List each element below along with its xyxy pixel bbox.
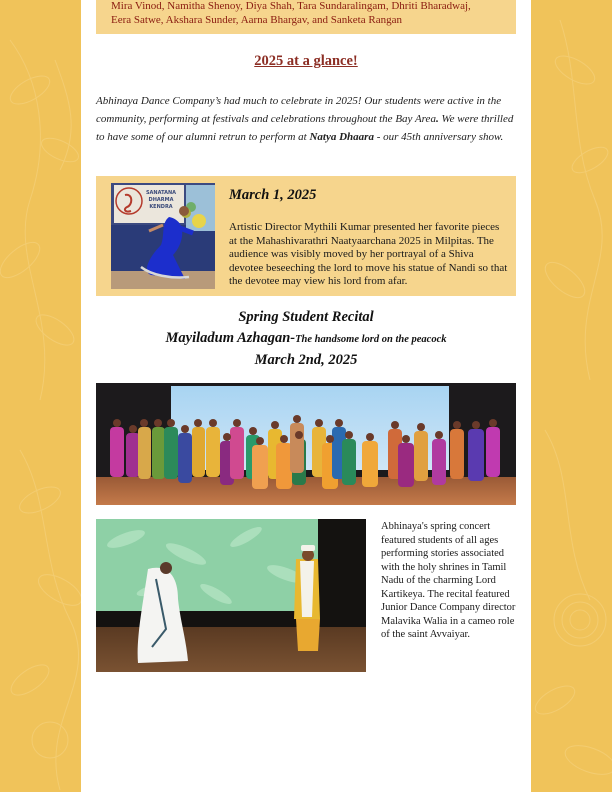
intro-paragraph	[96, 92, 516, 146]
banner-line-3: KENDRA	[149, 204, 173, 210]
banner-line-1: SANATANA	[145, 190, 177, 196]
avvaiyar-cameo-photo	[96, 519, 366, 672]
mythili-kumar-dance-photo	[111, 183, 215, 289]
recital-date: March 2nd, 2025	[254, 352, 358, 368]
names-line-1: Mira Vinod, Namitha Shenoy, Diya Shah, Tara Sundaralingam, Dhriti Bharadwaj,	[111, 0, 471, 12]
event-date: March 1, 2025	[229, 187, 317, 203]
intro-text-2: We were thrilled to have some of our alumni retrun to perform at	[96, 113, 514, 143]
natya-dhaara-name: Natya Dhaara	[309, 131, 374, 143]
recital-name: Mayiladum Azhagan-	[165, 330, 296, 346]
event-description: Artistic Director Mythili Kumar presented her favorite pieces at the Mahashivarathri Naatyaarchana 2025 in Milpitas. The audience was visibly moved by her portrayal of a Shiva devotee beseeching the lord to move his statue of Nandi so that the devotee may view his lord from afar.	[229, 221, 508, 287]
recital-description: Abhinaya's spring concert featured students of all ages performing stories associated with the holy shrines in Tamil Nadu of the charming Lord Kartikeya. The recital featured Junior Dance Company director Malavika Walia in a cameo role of the saint Avvaiyar.	[381, 521, 516, 640]
recital-group-photo	[96, 383, 516, 505]
recital-title: Spring Student Recital	[238, 309, 374, 325]
names-list	[111, 0, 511, 27]
glance-heading: 2025 at a glance!	[254, 53, 358, 69]
intro-period: .	[435, 113, 439, 125]
recital-subtitle: The handsome lord on the peacock	[295, 334, 447, 345]
names-line-2: Eera Satwe, Akshara Sunder, Aarna Bhargav, and Sanketa Rangan	[111, 13, 402, 26]
banner-line-2: DHARMA	[148, 197, 174, 203]
intro-text-3: - our 45th anniversary show.	[373, 131, 504, 143]
recital-heading	[96, 307, 516, 371]
intro-text-1: Abhinaya Dance Company’s had much to celebrate in 2025! Our students were active in the community, performing at festivals and celebrations throughout the Bay Area	[96, 95, 502, 125]
recital-name-line	[96, 328, 516, 350]
